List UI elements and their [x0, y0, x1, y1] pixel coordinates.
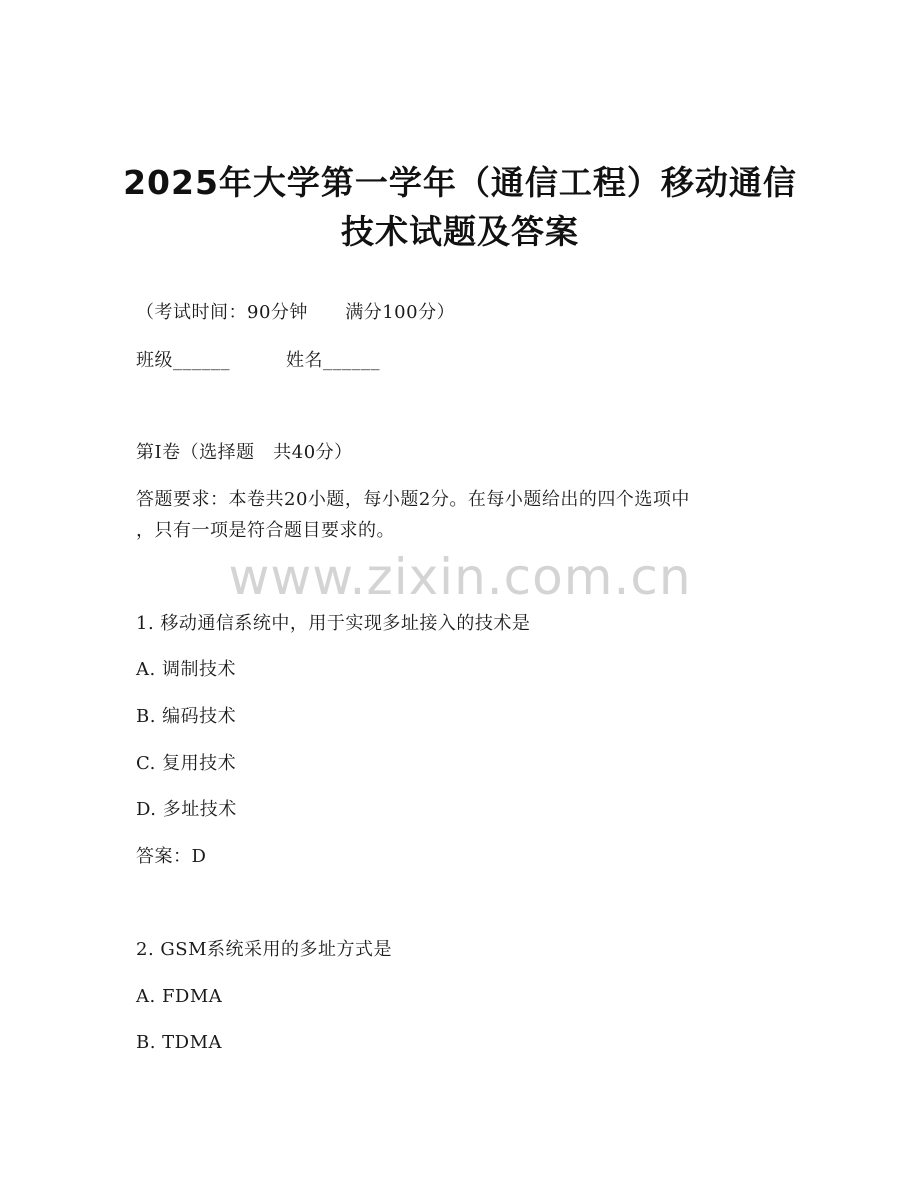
question-1-option-b: B. 编码技术: [136, 706, 237, 727]
question-2-option-b: B. TDMA: [136, 1032, 223, 1053]
student-fields: [136, 349, 380, 373]
question-1-stem: 1. 移动通信系统中，用于实现多址接入的技术是: [136, 613, 531, 634]
name-field[interactable]: 姓名______: [286, 350, 380, 371]
watermark: www.zixin.com.cn: [228, 548, 692, 606]
section-heading: 第I卷（选择题 共40分）: [136, 442, 353, 463]
instructions-line-2: ，只有一项是符合题目要求的。: [136, 520, 395, 541]
exam-title-line-1: 2025年大学第一学年（通信工程）移动通信: [123, 163, 797, 202]
question-1-option-a: A. 调制技术: [136, 659, 236, 680]
exam-title-line-2: 技术试题及答案: [341, 212, 579, 251]
class-field[interactable]: 班级______: [136, 350, 230, 371]
question-1-option-d: D. 多址技术: [136, 799, 237, 820]
question-2-stem: 2. GSM系统采用的多址方式是: [136, 939, 393, 960]
question-1-answer: 答案：D: [136, 846, 207, 867]
exam-info: （考试时间：90分钟 满分100分）: [136, 302, 456, 323]
question-2-option-a: A. FDMA: [136, 986, 223, 1007]
question-1-option-c: C. 复用技术: [136, 753, 237, 774]
instructions-line-1: 答题要求：本卷共20小题，每小题2分。在每小题给出的四个选项中: [136, 489, 690, 510]
